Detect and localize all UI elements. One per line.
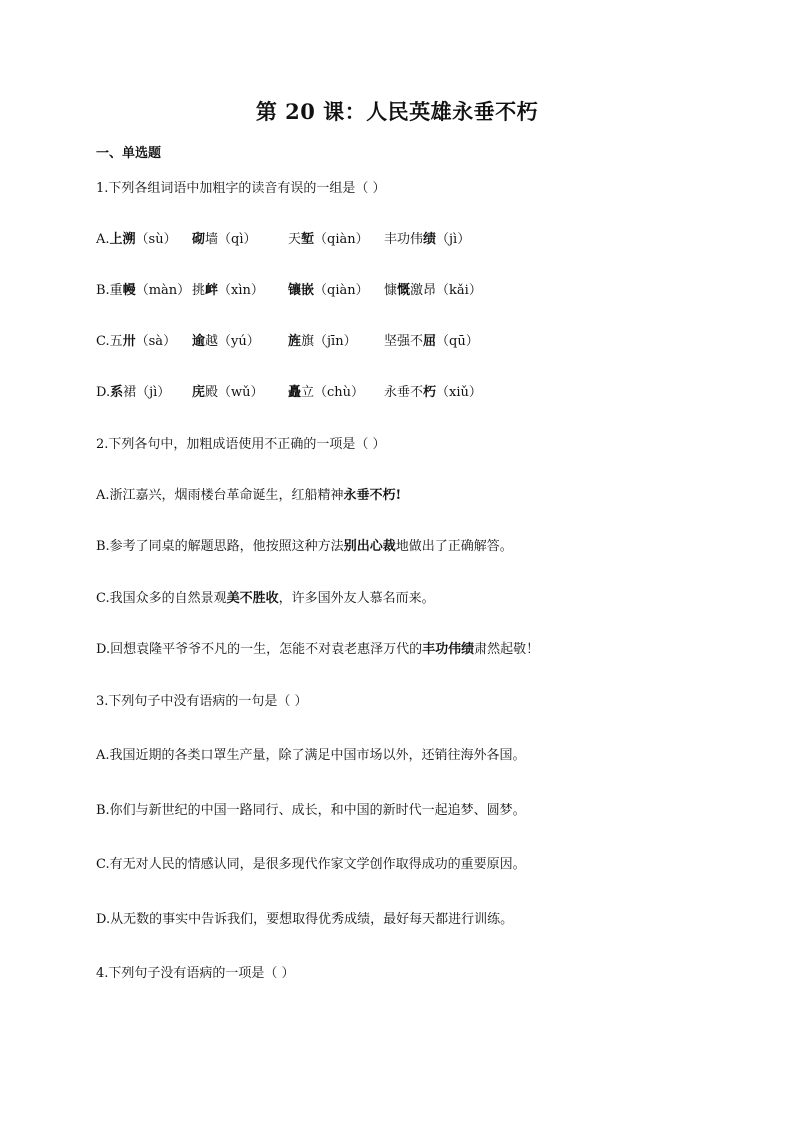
question-4-stem: 4.下列句子没有语病的一项是（ ）: [96, 966, 295, 981]
option-cell: A.上溯（sù）: [96, 232, 177, 247]
question-2-stem: 2.下列各句中，加粗成语使用不正确的一项是（ ）: [96, 437, 386, 452]
option-cell: 旌旗（jīn）: [288, 334, 357, 349]
option-cell: 丰功伟绩（jì）: [384, 232, 471, 247]
question-3-option-c: C.有无对人民的情感认同，是很多现代作家文学创作取得成功的重要原因。: [96, 857, 526, 872]
section-heading: 一、单选题: [96, 146, 162, 161]
option-cell: 庑殿（wǔ）: [192, 385, 264, 400]
option-cell: 坚强不屈（qū）: [384, 334, 479, 349]
question-2-option-d: D.回想袁隆平爷爷不凡的一生，怎能不对袁老惠泽万代的丰功伟绩肃然起敬！: [96, 642, 540, 657]
option-cell: 矗立（chù）: [288, 385, 365, 400]
option-cell: 永垂不朽（xiǔ）: [384, 385, 482, 400]
option-cell: D.系裙（jì）: [96, 385, 171, 400]
option-cell: 镶嵌（qiàn）: [288, 283, 369, 298]
question-1-stem: 1.下列各组词语中加粗字的读音有误的一组是（ ）: [96, 181, 386, 196]
question-3-stem: 3.下列句子中没有语病的一句是（ ）: [96, 694, 308, 709]
option-cell: C.五卅（sà）: [96, 334, 177, 349]
option-cell: 砌墙（qì）: [192, 232, 257, 247]
question-2-option-b: B.参考了同桌的解题思路，他按照这种方法别出心裁地做出了正确解答。: [96, 539, 513, 554]
option-cell: B.重幔（màn）: [96, 283, 191, 298]
page-title: 第 20 课：人民英雄永垂不朽: [255, 99, 539, 124]
option-cell: 逾越（yú）: [192, 334, 260, 349]
question-3-option-d: D.从无数的事实中告诉我们，要想取得优秀成绩，最好每天都进行训练。: [96, 912, 514, 927]
question-2-option-a: A.浙江嘉兴，烟雨楼台革命诞生，红船精神永垂不朽!: [96, 488, 402, 503]
option-cell: 天堑（qiàn）: [288, 232, 369, 247]
option-cell: 挑衅（xìn）: [192, 283, 264, 298]
option-cell: 慷慨激昂（kǎi）: [384, 283, 482, 298]
question-3-option-a: A.我国近期的各类口罩生产量，除了满足中国市场以外，还销往海外各国。: [96, 748, 526, 763]
question-2-option-c: C.我国众多的自然景观美不胜收，许多国外友人慕名而来。: [96, 591, 435, 606]
question-3-option-b: B.你们与新世纪的中国一路同行、成长，和中国的新时代一起追梦、圆梦。: [96, 803, 526, 818]
